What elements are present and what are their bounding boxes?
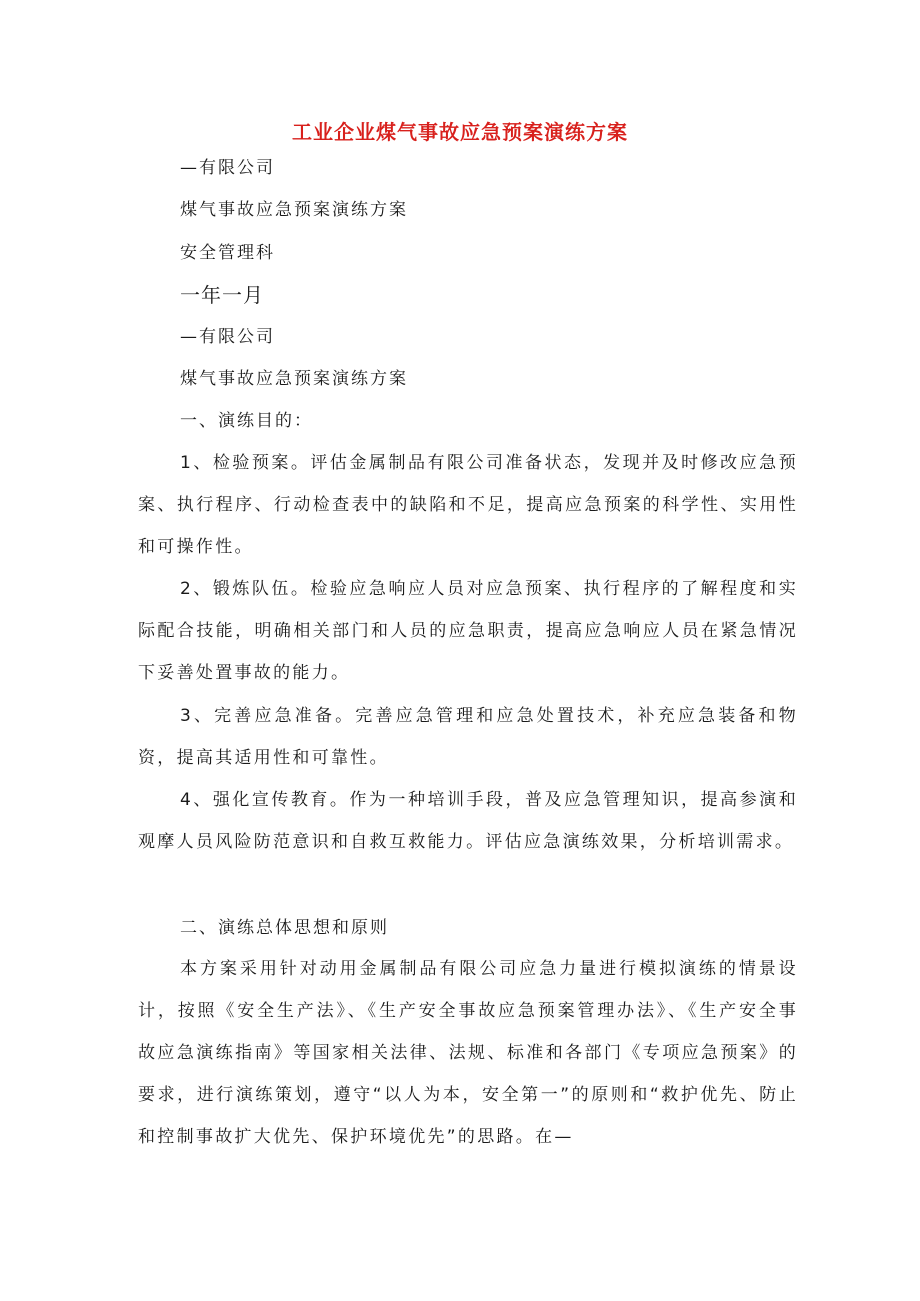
principles-paragraph: 本方案采用针对动用金属制品有限公司应急力量进行模拟演练的情景设计，按照《安全生产法》、《生产安全事故应急预案管理办法》、《生产安全事故应急演练指南》等国家相关法律、法规、标准和各部门《专项应急预案》的要求，进行演练策划，遵守“以人为本，安全第一”的原则和“救护优先、防止和控制事故扩大优先、保护环境优先”的思路。在— xyxy=(138,959,798,1147)
purpose-item: 3、完善应急准备。完善应急管理和应急处置技术，补充应急装备和物资，提高其适用性和可靠性。 xyxy=(138,706,798,768)
section-heading-purpose: 一、演练目的： xyxy=(180,411,313,431)
section-heading-principles: 二、演练总体思想和原则 xyxy=(180,918,389,938)
purpose-item: 1、检验预案。评估金属制品有限公司准备状态，发现并及时修改应急预案、执行程序、行动检查表中的缺陷和不足，提高应急预案的科学性、实用性和可操作性。 xyxy=(138,453,798,557)
purpose-item: 4、强化宣传教育。作为一种培训手段，普及应急管理知识，提高参演和观摩人员风险防范意识和自救互救能力。评估应急演练效果，分析培训需求。 xyxy=(138,790,798,852)
cover-department: 安全管理科 xyxy=(180,243,275,263)
header-company: —有限公司 xyxy=(180,327,275,347)
document-title: 工业企业煤气事故应急预案演练方案 xyxy=(292,120,628,144)
purpose-item: 2、锻炼队伍。检验应急响应人员对应急预案、执行程序的了解程度和实际配合技能，明确相关部门和人员的应急职责，提高应急响应人员在紧急情况下妥善处置事故的能力。 xyxy=(138,579,798,683)
cover-company: —有限公司 xyxy=(180,158,275,178)
cover-plan-name: 煤气事故应急预案演练方案 xyxy=(180,200,408,220)
cover-date: 一年一月 xyxy=(180,283,264,307)
header-plan-name: 煤气事故应急预案演练方案 xyxy=(180,369,408,389)
